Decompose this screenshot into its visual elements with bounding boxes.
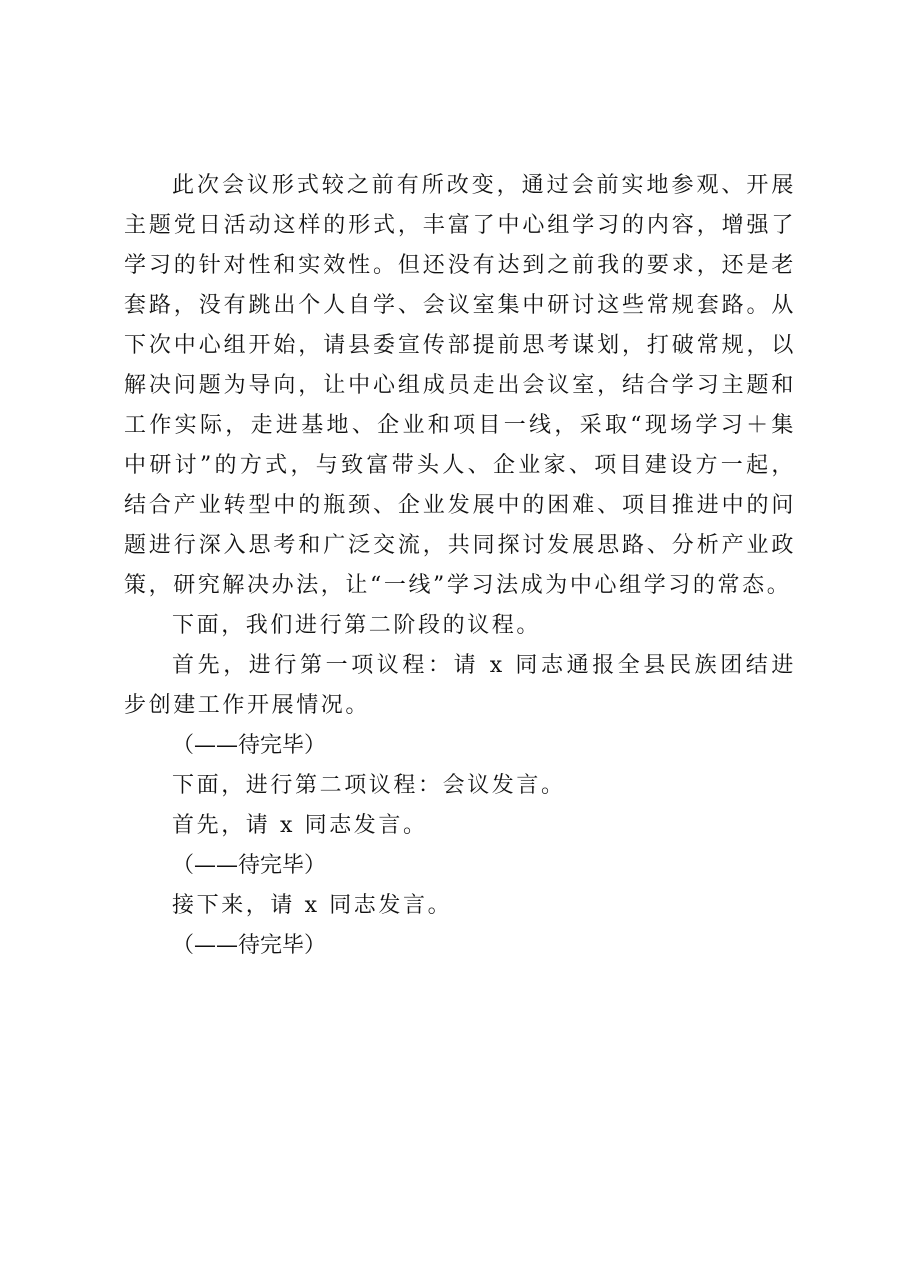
paragraph-first-speaker: 首先，请 x 同志发言。 <box>172 813 428 838</box>
document-body <box>124 166 796 966</box>
paragraph-meeting-format: 此次会议形式较之前有所改变，通过会前实地参观、开展主题党日活动这样的形式，丰富了中心组学习的内容，增强了学习的针对性和实效性。但还没有达到之前我的要求，还是老套路，没有跳出个人自学、会议室集中研讨这些常规套路。从下次中心组开始，请县委宣传部提前思考谋划，打破常规，以解决问题为导向，让中心组成员走出会议室，结合学习主题和工作实际，走进基地、企业和项目一线，采取“现场学习＋集中研讨”的方式，与致富带头人、企业家、项目建设方一起，结合产业转型中的瓶颈、企业发展中的困难、项目推进中的问题进行深入思考和广泛交流，共同探讨发展思路、分析产业政策，研究解决办法，让“一线”学习法成为中心组学习的常态。 <box>124 173 796 598</box>
paragraph-next-speaker: 接下来，请 x 同志发言。 <box>172 893 453 918</box>
paragraph-second-agenda: 下面，进行第二项议程：会议发言。 <box>172 773 566 798</box>
paragraph-pending-note-1: （——待完毕） <box>172 733 327 758</box>
paragraph-pending-note-2: （——待完毕） <box>172 853 327 878</box>
paragraph-pending-note-3: （——待完毕） <box>172 933 327 958</box>
paragraph-second-stage: 下面，我们进行第二阶段的议程。 <box>172 613 542 638</box>
paragraph-first-agenda: 首先，进行第一项议程：请 x 同志通报全县民族团结进步创建工作开展情况。 <box>124 653 796 718</box>
